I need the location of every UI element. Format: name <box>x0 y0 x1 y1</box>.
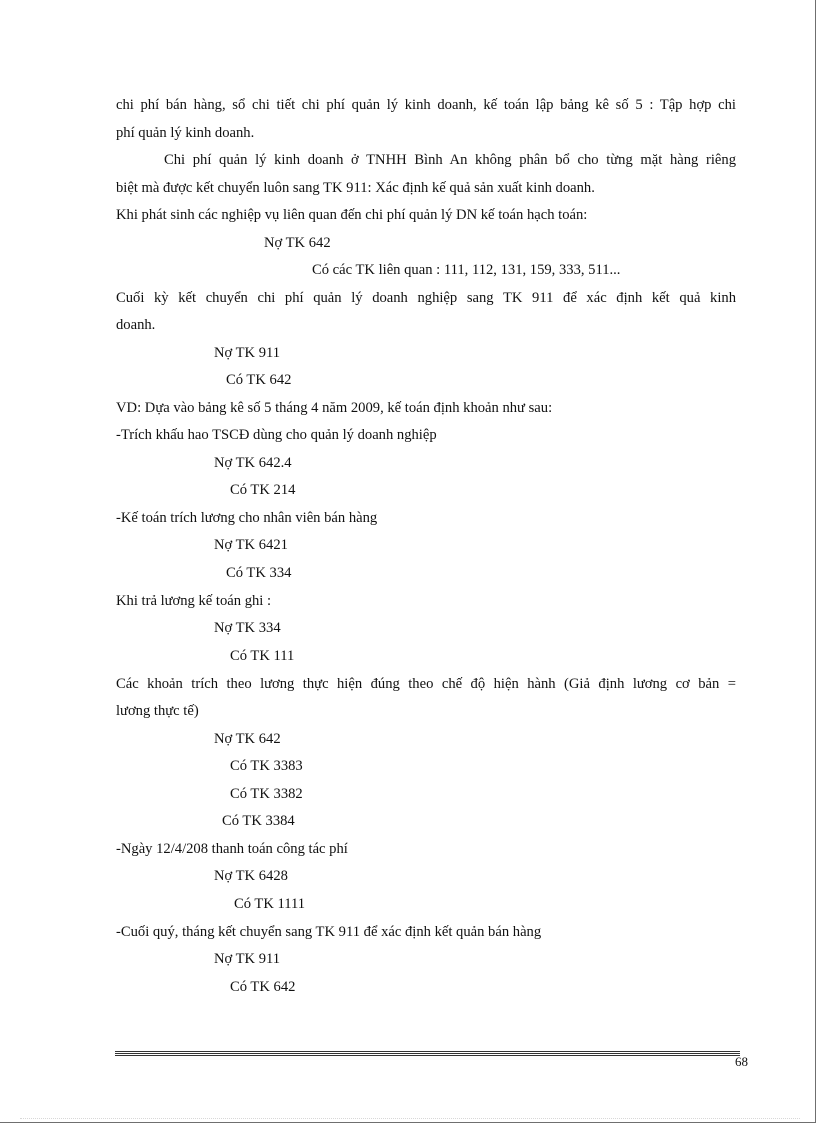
body-line: biệt mà được kết chuyển luôn sang TK 911: Xác định kế quả sản xuất kinh doanh. <box>116 180 595 196</box>
entry-credit: Có các TK liên quan : 111, 112, 131, 159, 333, 511... <box>312 262 621 278</box>
body-line: Cuối kỳ kết chuyển chi phí quản lý doanh nghiệp sang TK 911 để xác định kết quả kinh <box>116 290 736 306</box>
entry-credit: Có TK 1111 <box>234 896 306 912</box>
entry-credit: Có TK 642 <box>226 372 292 388</box>
entry-debit: Nợ TK 642 <box>214 731 281 747</box>
entry-credit: Có TK 3384 <box>222 813 295 829</box>
entry-debit: Nợ TK 642 <box>264 235 331 251</box>
body-line: Các khoản trích theo lương thực hiện đúng theo chế độ hiện hành (Giả định lương cơ bản = <box>116 676 736 692</box>
entry-credit: Có TK 111 <box>230 648 295 664</box>
body-line: -Cuối quý, tháng kết chuyển sang TK 911 để xác định kết quản bán hàng <box>116 924 542 940</box>
body-line: -Kế toán trích lương cho nhân viên bán hàng <box>116 510 378 526</box>
page-bottom-divider <box>20 1118 800 1119</box>
entry-credit: Có TK 334 <box>226 565 292 581</box>
entry-debit: Nợ TK 6421 <box>214 537 288 553</box>
body-line: phí quản lý kinh doanh. <box>116 125 255 141</box>
entry-debit: Nợ TK 334 <box>214 620 281 636</box>
footer-rule <box>115 1051 740 1056</box>
entry-credit: Có TK 214 <box>230 482 296 498</box>
entry-debit: Nợ TK 642.4 <box>214 455 292 471</box>
body-line: Khi trả lương kế toán ghi : <box>116 593 272 609</box>
body-line: -Ngày 12/4/208 thanh toán công tác phí <box>116 841 348 857</box>
body-line: chi phí bán hàng, sổ chi tiết chi phí quản lý kinh doanh, kế toán lập bảng kê số 5 : Tập hợp chi <box>116 97 736 113</box>
body-line: Khi phát sinh các nghiệp vụ liên quan đến chi phí quản lý DN kế toán hạch toán: <box>116 207 588 223</box>
entry-debit: Nợ TK 911 <box>214 345 281 361</box>
body-line: VD: Dựa vào bảng kê số 5 tháng 4 năm 2009, kế toán định khoản như sau: <box>116 400 553 416</box>
body-line: Chi phí quản lý kinh doanh ở TNHH Bình An không phân bổ cho từng mặt hàng riêng <box>164 152 736 168</box>
entry-credit: Có TK 642 <box>230 979 296 995</box>
page-number: 68 <box>735 1054 748 1069</box>
entry-debit: Nợ TK 911 <box>214 951 281 967</box>
body-line: lương thực tế) <box>116 703 199 719</box>
body-line: -Trích khấu hao TSCĐ dùng cho quản lý doanh nghiệp <box>116 427 437 443</box>
entry-debit: Nợ TK 6428 <box>214 868 288 884</box>
body-line: doanh. <box>116 317 156 333</box>
entry-credit: Có TK 3382 <box>230 786 303 802</box>
entry-credit: Có TK 3383 <box>230 758 303 774</box>
